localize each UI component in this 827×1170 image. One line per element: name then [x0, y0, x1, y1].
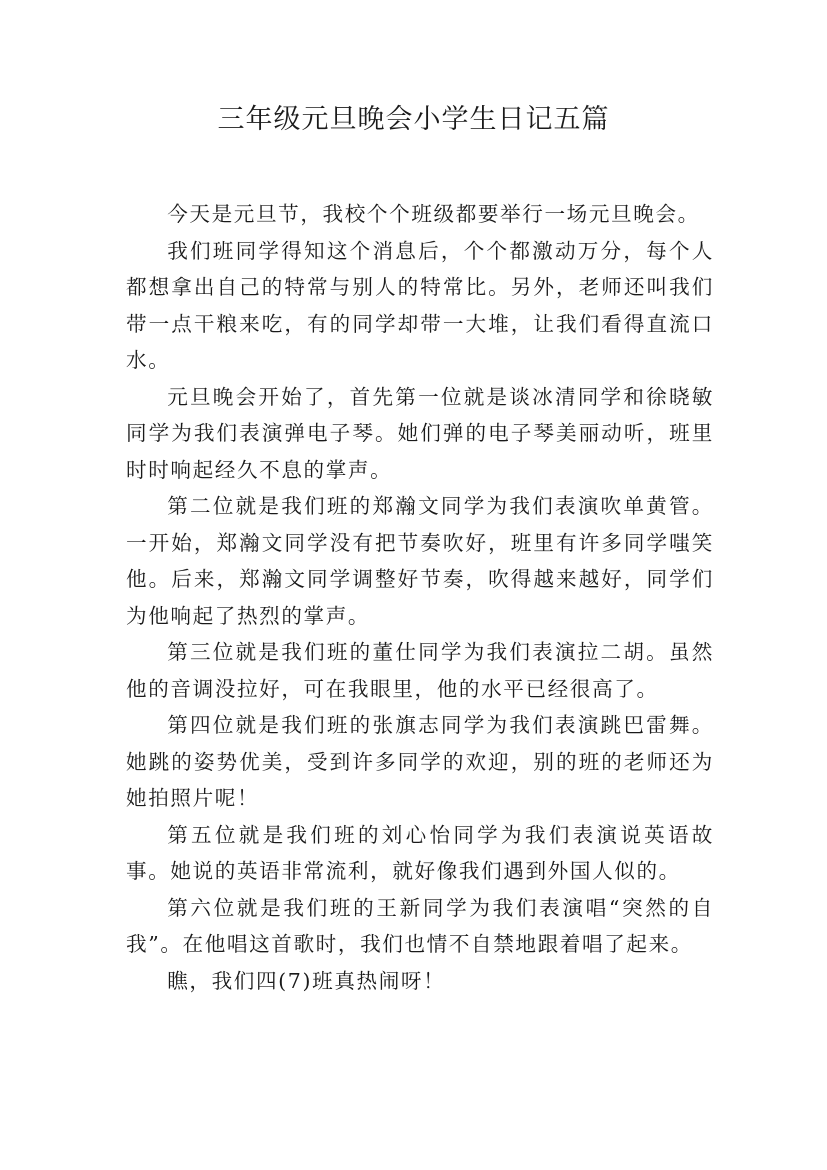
paragraph: 元旦晚会开始了，首先第一位就是谈冰清同学和徐晓敏同学为我们表演弹电子琴。她们弹的电子琴美丽动听，班里时时响起经久不息的掌声。 [126, 384, 714, 482]
paragraph: 瞧，我们四(7)班真热闹呀！ [167, 968, 446, 993]
document-body [126, 196, 714, 999]
paragraph: 第三位就是我们班的董仕同学为我们表演拉二胡。虽然他的音调没拉好，可在我眼里，他的水平已经很高了。 [126, 640, 714, 701]
paragraph: 第二位就是我们班的郑瀚文同学为我们表演吹单黄管。一开始，郑瀚文同学没有把节奏吹好，班里有许多同学嗤笑他。后来，郑瀚文同学调整好节奏，吹得越来越好，同学们为他响起了热烈的掌声。 [126, 494, 714, 628]
paragraph: 今天是元旦节，我校个个班级都要举行一场元旦晚会。 [167, 202, 700, 226]
document-title: 三年级元旦晚会小学生日记五篇 [217, 104, 610, 135]
paragraph: 我们班同学得知这个消息后，个个都激动万分，每个人都想拿出自己的特常与别人的特常比。另外，老师还叫我们带一点干粮来吃，有的同学却带一大堆，让我们看得直流口水。 [126, 238, 714, 372]
paragraph: 第六位就是我们班的王新同学为我们表演唱“突然的自我”。在他唱这首歌时，我们也情不自禁地跟着唱了起来。 [126, 895, 714, 956]
paragraph: 第五位就是我们班的刘心怡同学为我们表演说英语故事。她说的英语非常流利，就好像我们遇到外国人似的。 [126, 822, 714, 883]
paragraph: 第四位就是我们班的张旗志同学为我们表演跳巴雷舞。她跳的姿势优美，受到许多同学的欢迎，别的班的老师还为她拍照片呢！ [126, 713, 714, 810]
